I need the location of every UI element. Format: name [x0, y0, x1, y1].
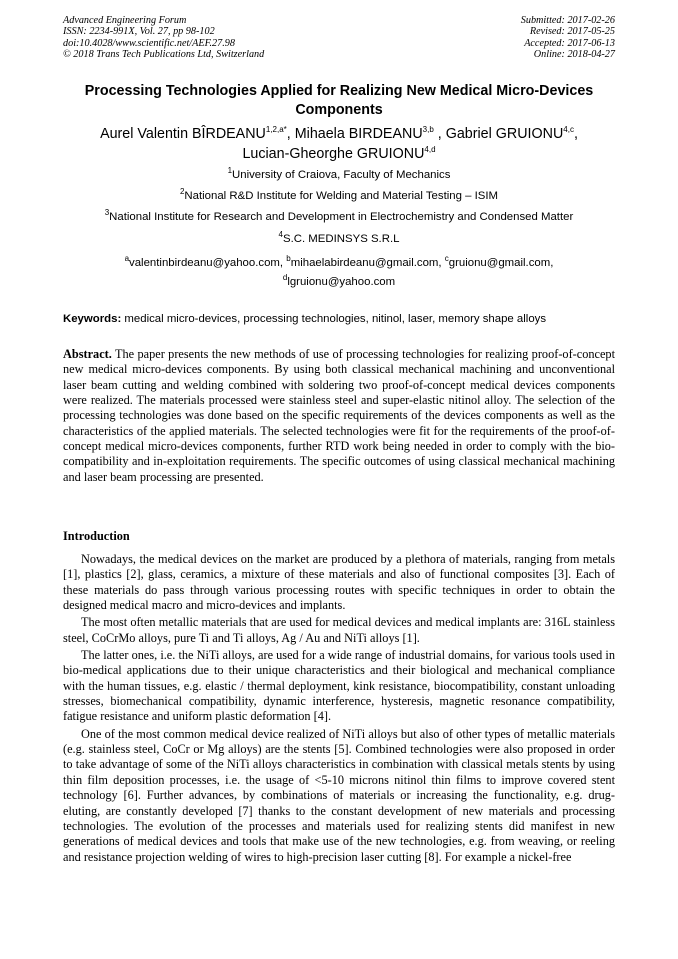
email-link[interactable]: valentinbirdeanu@yahoo.com [129, 257, 280, 269]
author-name: Aurel Valentin BÎRDEANU [100, 126, 266, 142]
keywords [63, 312, 615, 326]
journal-info [63, 15, 264, 61]
email-mark: d [282, 273, 288, 283]
keywords-label: Keywords: [63, 313, 122, 325]
email-line [63, 254, 615, 273]
affiliation-mark: 3 [104, 208, 110, 218]
author-separator: , [433, 126, 446, 142]
paragraph: The most often metallic materials that are used for medical devices and medical implants are: 316L stainless steel, CoCrMo alloys, pure Ti and Ti alloys, Ag / Au and NiTi alloys [1]. [63, 615, 615, 645]
email-mark: a [124, 254, 130, 264]
email-link[interactable]: gruionu@gmail.com [448, 257, 551, 269]
journal-name: Advanced Engineering Forum [63, 15, 187, 26]
author-name: Mihaela BIRDEANU [294, 126, 423, 142]
affiliation-text: National R&D Institute for Welding and Material Testing – ISIM [184, 190, 499, 202]
author-affiliation-mark: 4,c [563, 125, 574, 135]
date-submitted: Submitted: 2017-02-26 [520, 15, 615, 26]
email-separator: , [438, 257, 445, 269]
email-list [63, 254, 615, 292]
email-separator: , [279, 257, 287, 269]
email-separator: , [550, 257, 554, 269]
copyright-notice: © 2018 Trans Tech Publications Ltd, Switzerland [63, 49, 265, 61]
affiliation [63, 232, 615, 246]
journal-issn: ISSN: 2234-991X, Vol. 27, pp 98-102 [63, 26, 215, 38]
author-affiliation-mark: 4,d [424, 145, 436, 155]
paragraph: The latter ones, i.e. the NiTi alloys, are used for a wide range of industrial domains, for various tools used in bio-medical applications due to their unique characteristics and their biological and mechanical compliance with the human tissues, e.g. elastic / thermal deployment, kink resistance, biocompatibility, constant unloading stresses, biomechanical compatibility, dynamic interference, hysteresis, magnetic resonance compatibility, fatigue resistance and uniform plastic deformation [4]. [63, 648, 615, 724]
paragraph: One of the most common medical device realized of NiTi alloys but also of other types of metallic materials (e.g. stainless steel, CoCr or Mg alloys) are the stents [5]. Combined technologies were also proposed in order to take advantage of some of the NiTi alloys characteristics in combination with classical metals stents by using thin film deposition processes, i.e. the usage of <5-10 microns nitinol thin films to improve covered stent technology [6]. Further advances, by combinations of materials or increasing the functionality, e.g. drug-eluting, are constantly developed [7] thanks to the constant development of new materials and processing technologies. The evolution of the processes and materials used for realizing stents did manifest in new generations of medical devices and tools that make use of the new technologies, e.g. from weaving, or reeling and resistance projection welding of wires to high-precision laser cutting [8]. For example a nickel-free [63, 726, 615, 864]
abstract-text: The paper presents the new methods of use of processing technologies for realizing proof-of-concept new medical micro-devices components. By using both classical mechanical machining and unconventional laser beam cutting and welding combined with soldering two proof-of-concept medical devices components were realized. The materials processed were stainless steel and super-elastic nitinol alloy. The selection of the processing technologies was done based on the specific requirements of the devices components as well as the characteristics of the applied materials. The selected technologies were fit for the requirements of the proof-of-concept medical micro-devices components, further RTD work being needed in order to comply with the bio-compatibility and in-exploitation requirements. The specific outcomes of using classical mechanical machining and laser beam processing are presented. [63, 347, 615, 484]
email-mark: b [286, 254, 291, 264]
affiliation [63, 168, 615, 182]
author-separator: , [573, 126, 578, 142]
affiliation-mark: 2 [179, 187, 185, 197]
section-heading: Introduction [63, 529, 130, 543]
date-online: Online: 2018-04-27 [533, 49, 615, 61]
author-separator: , [286, 126, 295, 142]
affiliation-text: University of Craiova, Faculty of Mechanics [232, 169, 451, 181]
date-revised: Revised: 2017-05-25 [529, 26, 615, 38]
email-link[interactable]: mihaelabirdeanu@gmail.com [290, 257, 439, 269]
affiliation-text: National Institute for Research and Development in Electrochemistry and Condensed Matter [109, 211, 574, 223]
author-affiliation-mark: 3,b [422, 125, 434, 135]
date-accepted: Accepted: 2017-06-13 [524, 37, 615, 49]
introduction-body [63, 552, 615, 867]
affiliation-mark: 1 [227, 166, 233, 176]
paragraph: Nowadays, the medical devices on the market are produced by a plethora of materials, ranging from metals [1], plastics [2], glass, ceramics, a mixture of these materials and also of functional composites [3]. Each of these materials do pass through various processing routes with specific techniques in order to obtain the designed medical macro and micro-devices and implants. [63, 552, 615, 613]
abstract-label: Abstract. [63, 347, 112, 361]
affiliation [63, 210, 615, 224]
keywords-text: medical micro-devices, processing technologies, nitinol, laser, memory shape alloys [124, 313, 547, 325]
email-mark: c [444, 254, 449, 264]
affiliation-mark: 4 [278, 230, 283, 240]
abstract [63, 347, 615, 485]
author-list [55, 124, 623, 164]
affiliation [63, 189, 615, 203]
author-affiliation-mark: 1,2,a* [265, 125, 287, 135]
affiliation-text: S.C. MEDINSYS S.R.L [282, 233, 400, 245]
journal-doi[interactable]: doi:10.4028/www.scientific.net/AEF.27.98 [63, 37, 235, 49]
paper-title: Processing Technologies Applied for Realizing New Medical Micro-Devices Components [84, 83, 594, 118]
email-line [63, 273, 615, 292]
author-name: Lucian-Gheorghe GRUIONU [242, 146, 425, 162]
submission-dates [521, 15, 615, 61]
author-name: Gabriel GRUIONU [445, 126, 564, 142]
email-link[interactable]: lgruionu@yahoo.com [287, 276, 396, 288]
